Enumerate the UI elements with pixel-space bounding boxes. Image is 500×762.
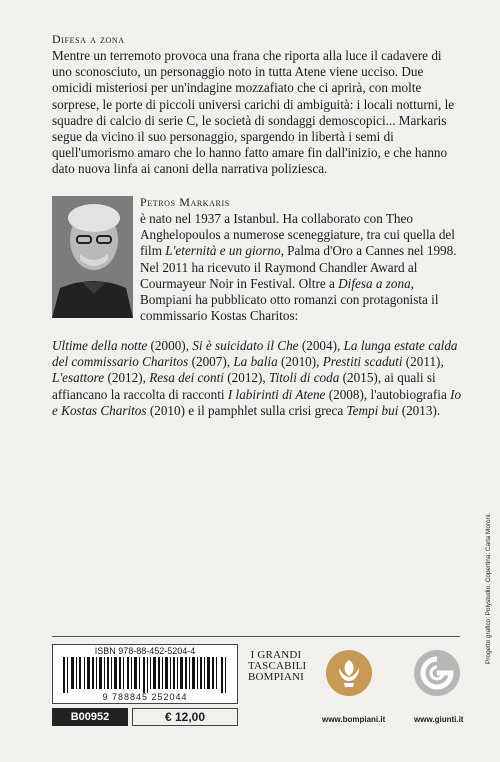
bio-cont2: , Bompiani ha pubblicato otto romanzi con protagonista il commissario Kostas Charitos: xyxy=(140,275,439,324)
series-line: BOMPIANI xyxy=(248,671,304,683)
price-label: € 12,00 xyxy=(132,708,238,726)
barcode-icon xyxy=(63,657,229,693)
giunti-logo-icon xyxy=(414,650,460,696)
series-line: TASCABILI xyxy=(248,660,307,672)
giunti-site-link[interactable]: www.giunti.it xyxy=(414,715,464,724)
pamphlet-title: Tempi bui xyxy=(346,402,399,418)
bio-tail: , ai quali si affiancano la raccolta di racconti xyxy=(52,370,436,402)
bompiani-site-link[interactable]: www.bompiani.it xyxy=(322,715,386,724)
work-title: Ultime della notte xyxy=(52,338,148,353)
work-year: (2004), xyxy=(298,338,344,353)
work-title: La balia xyxy=(233,354,278,370)
work-title: Titoli di coda xyxy=(269,370,340,386)
barcode-box xyxy=(52,644,238,704)
work-year: (2007), xyxy=(188,354,234,370)
book-title: Difesa a zona xyxy=(338,275,411,291)
bio-intro: è nato nel 1937 a Istanbul. Ha collaborato con Theo Anghelopoulos a numerose sceneggiature, tra cui quella del film xyxy=(140,211,455,259)
work-title: Prestiti scaduti xyxy=(322,354,403,370)
work-year: (2010), xyxy=(277,354,323,370)
author-name: Petros Markaris xyxy=(140,195,230,209)
bio-tail: (2008), l'autobiografia xyxy=(325,386,447,402)
work-title: La lunga estate calda del commissario Charitos xyxy=(52,338,458,370)
work-year: (2015) xyxy=(339,370,378,386)
work-year: (2012), xyxy=(104,370,150,386)
synopsis-text: Mentre un terremoto provoca una frana che riporta alla luce il cadavere di uno sconosciuto, un personaggio noto in tutta Atene viene ucciso. Due omicidi misteriosi per un'indagine mozzafiato che ci aprirà, con molte sorprese, le porte di piccoli universi carichi di ambiguità: i locali notturni, le squadre di calcio di serie C, le società di sondaggi demoscopici... Markaris segue da vicino il suo personaggio, spargendo in libertà i semi di quell'umorismo amaro che lo hanno fatto amare fin dall'inizio, e che hanno dato nuova linfa ai canoni della narrativa poliziesca. xyxy=(52,48,455,177)
work-year: (2011), xyxy=(402,354,444,370)
section-heading: Difesa a zona xyxy=(52,32,125,46)
author-photo xyxy=(52,196,133,318)
bio-tail: (2013). xyxy=(398,402,441,418)
series-label xyxy=(248,649,307,683)
isbn-text: ISBN 978-88-452-5204-4 xyxy=(94,646,196,656)
footer-divider xyxy=(52,636,460,637)
bompiani-logo-icon xyxy=(326,650,372,696)
author-bio-top xyxy=(140,211,460,324)
work-year: (2012), xyxy=(223,370,269,386)
work-title: Si è suicidato il Che xyxy=(192,338,299,353)
work-title: Resa dei conti xyxy=(149,370,224,386)
design-credit: Progetto grafico: Polystudio. Copertina: Carla Moroni. xyxy=(485,512,492,664)
bio-tail: (2010) e il pamphlet sulla crisi greca xyxy=(146,402,344,418)
film-title: L'eternità e un giorno xyxy=(165,243,281,259)
work-year: (2000), xyxy=(147,338,193,353)
bio-cont: , Palma d'Oro a Cannes nel 1998. Nel 2011 ha ricevuto il Raymond Chandler Award al Courmayeur Noir in Festival. Oltre a xyxy=(140,243,457,291)
barcode-digits: 9 788845 252044 xyxy=(102,692,188,702)
author-bio-works xyxy=(52,338,462,419)
stories-title: I labirinti di Atene xyxy=(227,386,326,402)
series-line: I GRANDI xyxy=(250,649,302,661)
autobio-title: Io e Kostas Charitos xyxy=(52,386,462,418)
work-title: L'esattore xyxy=(52,370,105,386)
product-code: B00952 xyxy=(52,708,128,726)
